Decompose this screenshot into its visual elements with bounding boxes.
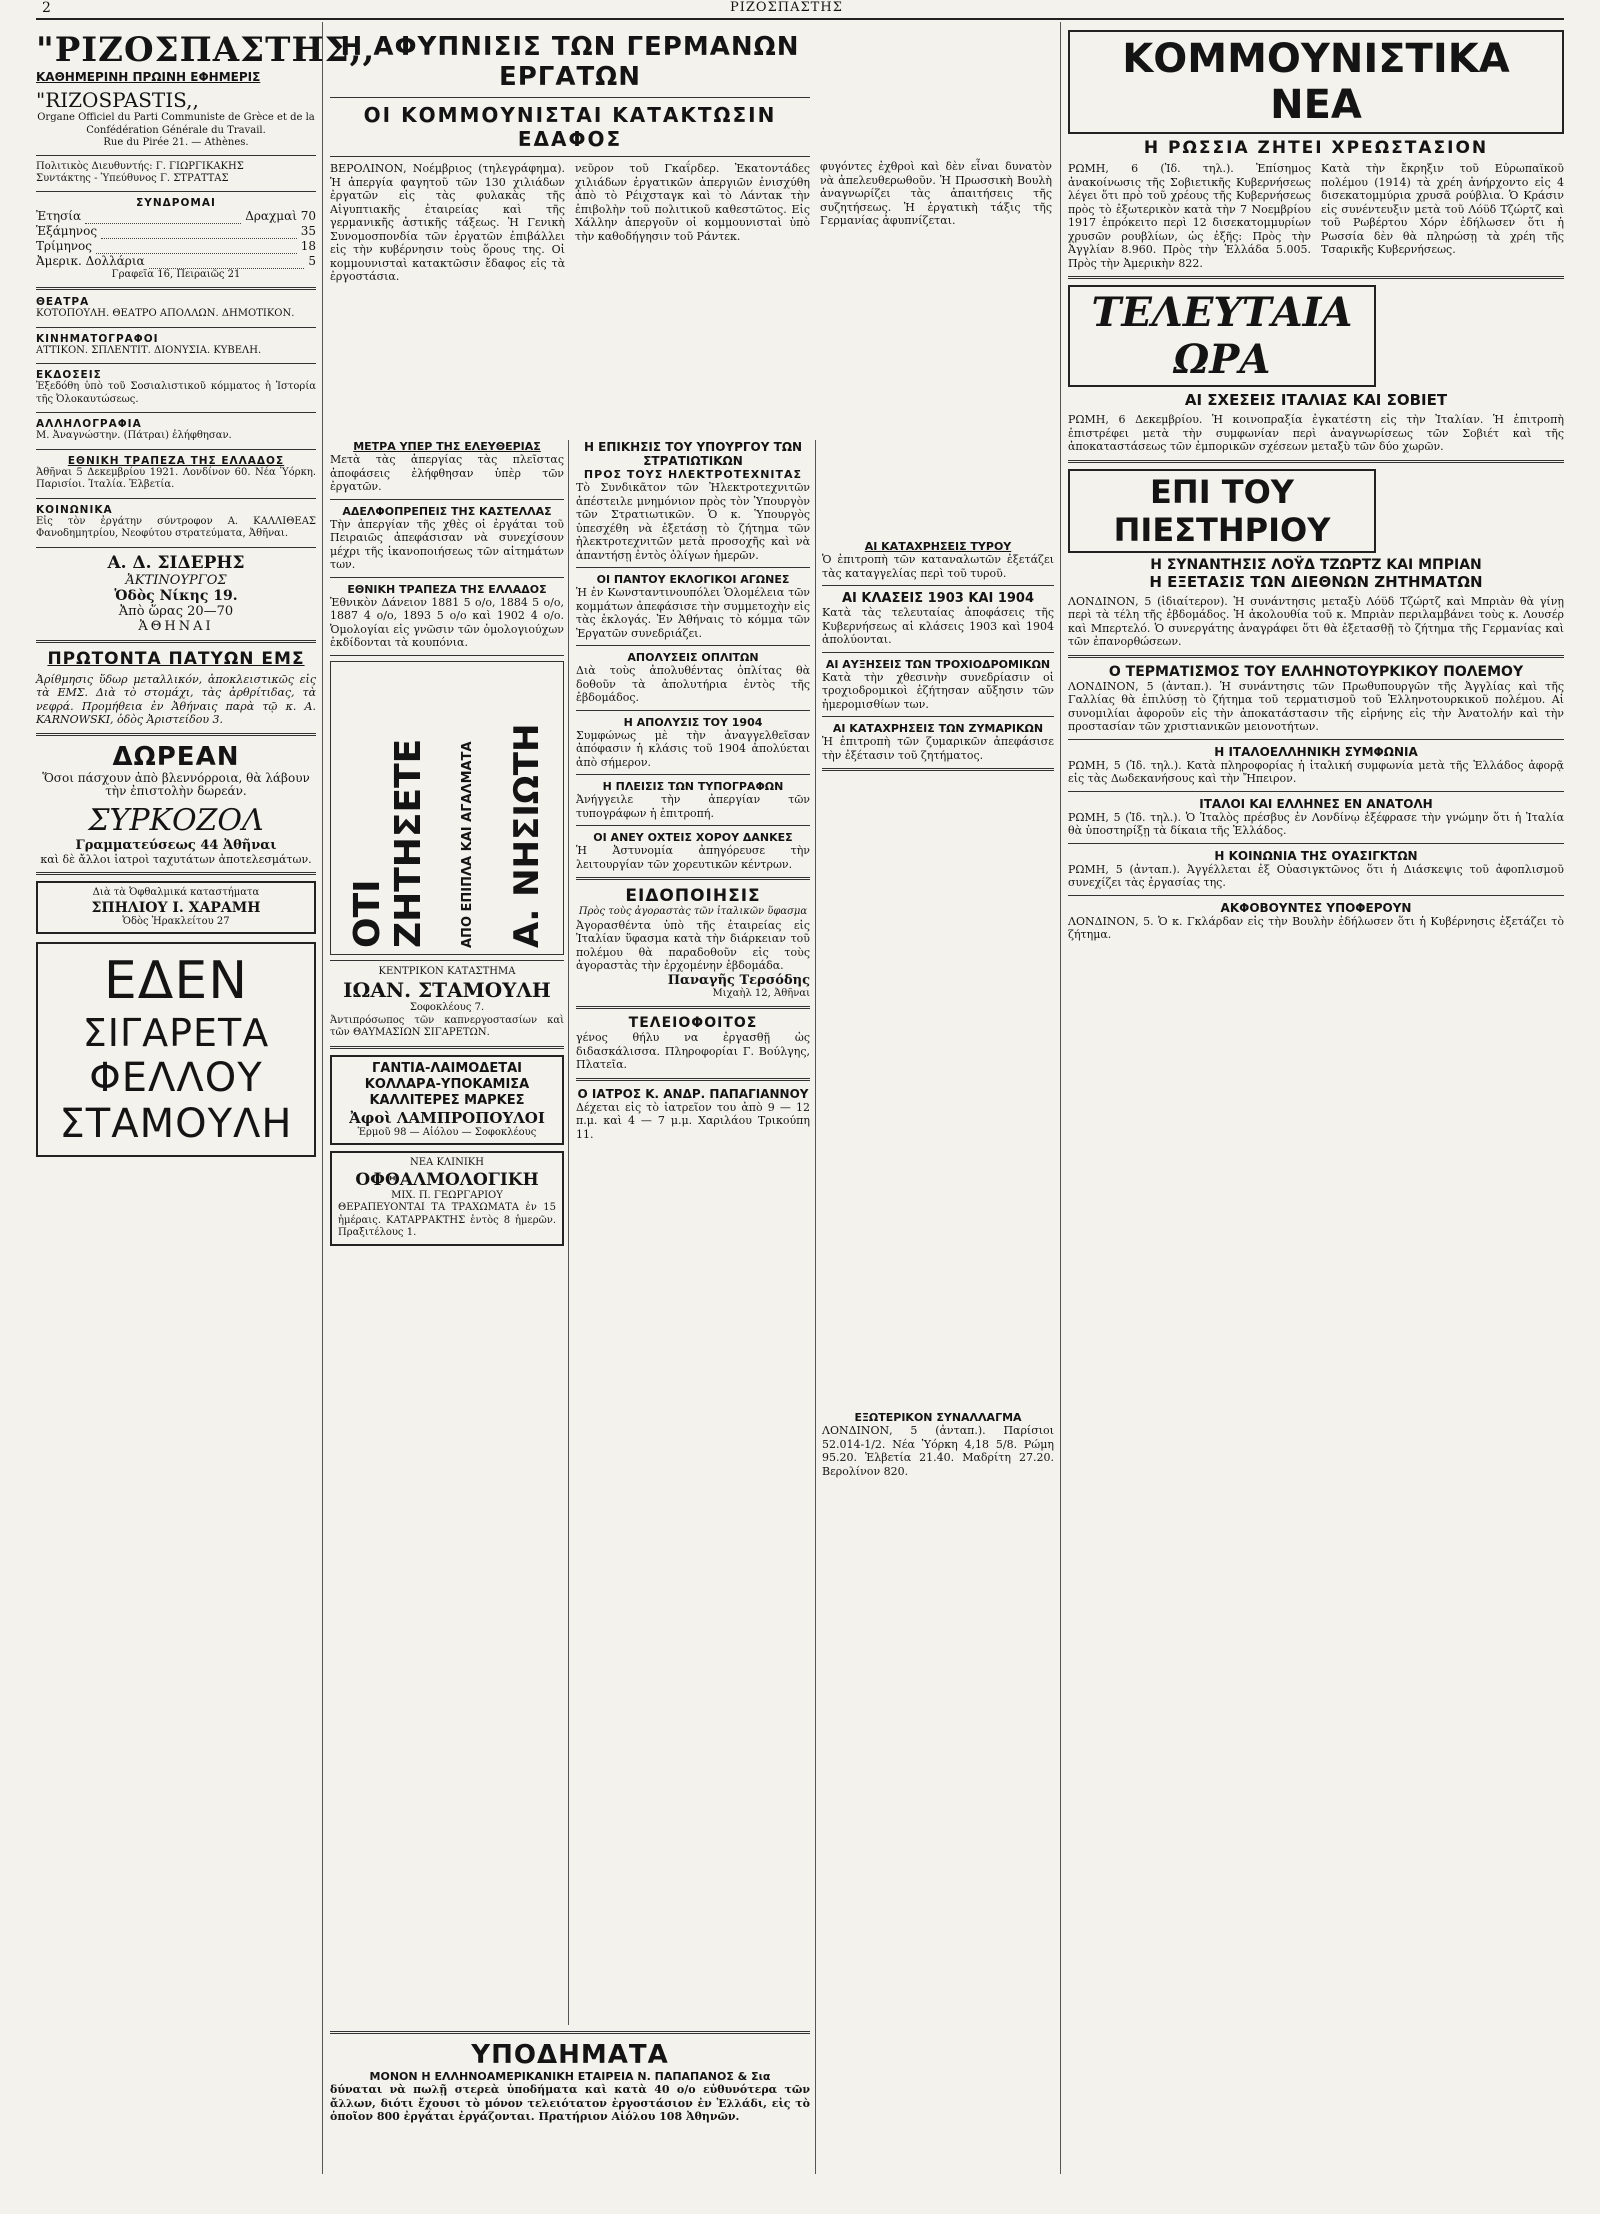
ems-text: Ἀρίθμησις ὕδωρ μεταλλικόν, ἀποκλειστικῶς εἰς τὰ ΕΜΣ. Διὰ τὸ στομάχι, τὰς ἀρθρίτιδας, τὰ νεφρά. Προμήθεια ἐν Ἀθήναις παρὰ τῷ κ. A. KARNOWSKI, ὁδὸς Ἀριστείδου 3. [36, 672, 316, 726]
eden-line: ΕΔΕΝ [103, 951, 249, 1011]
bank-headline: ΕΘΝΙΚΗ ΤΡΑΠΕΖΑ ΤΗΣ ΕΛΛΑΔΟΣ [347, 582, 547, 596]
spileos-line1: Διὰ τὰ Ὀφθαλμικά καταστήματα [92, 887, 260, 898]
subscription-label: Τρίμηνος [36, 238, 92, 253]
ems-ad [36, 649, 316, 727]
it-text: ΡΩΜΗ, 5 (Ἰδ. τηλ.). Κατὰ πληροφορίας ἡ ἰταλική συμφωνία μετὰ τῆς Ἑλλάδος ἀφορᾷ εἰς τὰς Δωδεκανήσους καὶ τὴν Ἤπειρον. [1068, 758, 1564, 785]
ayxhseis-text: Κατὰ τὴν χθεσινὴν συνεδρίασιν οἱ τροχιοδρομικοὶ ἐζήτησαν αὔξησιν τῶν ἡμερομισθίων των. [822, 670, 1054, 711]
theatres-text: ΚΟΤΟΠΟΥΛΗ. ΘΕΑΤΡΟ ΑΠΟΛΛΩΝ. ΔΗΜΟΤΙΚΟΝ. [36, 308, 295, 319]
dentist-role: ἈΚΤΙΝΟΥΡΓΟΣ [125, 572, 227, 588]
it2-headline: ΙΤΑΛΟΙ ΚΑΙ ΕΛΛΗΝΕΣ ΕΝ ΑΝΑΤΟΛΗ [1199, 796, 1433, 811]
oph-text: ΘΕΡΑΠΕΥΟΝΤΑΙ ΤΑ ΤΡΑΧΩΜΑΤΑ ἐν 15 ἡμέραις. ΚΑΤΑΡΡΑΚΤΗΣ ἐντὸς 8 ἡμερῶν. Πραξιτέλους 1. [338, 1202, 556, 1238]
syrkozol-headline: ΣΥΡΚΟΖΟΛ [88, 802, 264, 838]
subscription-row [36, 209, 316, 224]
zym-headline: ΑΙ ΚΑΤΑΧΡΗΣΕΙΣ ΤΩΝ ΖΥΜΑΡΙΚΩΝ [832, 722, 1044, 735]
kn-text-b: Κατὰ τὴν ἔκρηξιν τοῦ Εὐρωπαϊκοῦ πολέμου (1914) τὰ χρέη ἀνήρχοντο εἰς 4 δισεκατομμύρια χρυσᾶ ρούβλια. Ὁ Κράσιν εἰς συνέντευξιν μετὰ τοῦ Λόϋδ Τζώρτζ καὶ τοῦ Ρωβέρτου Χόρν ἐδήλωσεν ὅτι ἡ Ρωσσία δὲν θὰ πληρώσῃ τὰ χρέη τῆς Τσαρικῆς Κυβερνήσεως. [1321, 162, 1564, 256]
eid-headline: ΕΙΔΟΠΟΙΗΣΙΣ [625, 886, 761, 906]
synall-headline: ΕΞΩΤΕΡΙΚΟΝ ΣΥΝΑΛΛΑΓΜΑ [854, 1411, 1022, 1424]
correspondence-label: ΑΛΛΗΛΟΓΡΑΦΙΑ [36, 418, 142, 430]
running-head [0, 0, 1600, 16]
bank-label: ΕΘΝΙΚΗ ΤΡΑΠΕΖΑ ΤΗΣ ΕΛΛΑΔΟΣ [67, 454, 285, 467]
latin-title: "RIZOSPASTIS,, [36, 88, 199, 112]
top-rule [36, 18, 1564, 20]
spileos-name: ΣΠΗΛΙΟΥ Ι. ΧΑΡΑΜΗ [91, 899, 261, 916]
vertical-ad-a: ΟΤΙ ΖΗΤΗΣΕΤΕ [346, 738, 429, 948]
dentist-address: Ὁδὸς Νίκης 19. [114, 587, 238, 604]
kn-headline: ΚΟΜΜΟΥΝΙΣΤΙΚΑ ΝΕΑ [1122, 36, 1510, 128]
dot-leader [85, 209, 241, 224]
subscription-row [36, 224, 316, 239]
subscription-value: 35 [300, 223, 316, 238]
masthead: "ΡΙΖΟΣΠΑΣΤΗΣ,, [36, 30, 376, 70]
subscriptions-title: ΣΥΝΔΡΟΜΑΙ [136, 196, 216, 209]
synall-text: ΛΟΝΔΙΝΟΝ, 5 (ἀνταπ.). Παρίσιοι 52.014-1/2. Νέα Ὑόρκη 4,18 5/8. Ρώμη 95.20. Ἑλβετία 21.40. Μαδρίτη 27.20. Βερολίνον 820. [822, 1424, 1054, 1478]
last-hour-headline: ΤΕΛΕΥΤΑΙΑ ΩΡΑ [1091, 289, 1353, 383]
subscription-row [36, 254, 316, 269]
address: Rue du Pirée 21. — Athènes. [103, 137, 249, 148]
press-text: ΛΟΝΔΙΝΟΝ, 5 (ἰδιαίτερον). Ἡ συνάντησις μεταξὺ Λόϋδ Τζώρτζ καὶ Μπριὰν θὰ γίνῃ περὶ τὰ τέλη τῆς ἐβδομάδος. Ἡ ἀκολουθία τοῦ κ. Μπριὰν περιλαμβάνει τοὺς κ. Λουσέρ καὶ Μπερτελό. Ὁ συνεργάτης ἀναγράφει ὅτι θὰ ἐξετασθῇ τὸ ζήτημα τῆς Γερμανίας καὶ τῶν ἐπανορθώσεων. [1068, 594, 1564, 648]
last-hour-text: ΡΩΜΗ, 6 Δεκεμβρίου. Ἡ κοινοπραξία ἐγκατέστη εἰς τὴν Ἰταλίαν. Ἡ ἐπιτροπὴ ἐπιστρέφει μετὰ τὴν συμφωνίαν περὶ ἀναγνωρίσεως τῶν Σοβιέτ καὶ τῆς ἀποκαταστάσεως τῶν ἐμπορικῶν σχέσεων μεταξὺ τῶν δύο χωρῶν. [1068, 413, 1564, 453]
column-3b [822, 440, 1054, 2170]
typo-headline: Η ΠΛΕΙΣΙΣ ΤΩΝ ΤΥΠΟΓΡΑΦΩΝ [602, 780, 784, 793]
kat-headline: ΑΙ ΚΑΤΑΧΡΗΣΕΙΣ ΤΥΡΟΥ [864, 540, 1012, 553]
subscription-row [36, 239, 316, 254]
vertical-ad-b: ΑΠΟ ΕΠΙΠΛΑ ΚΑΙ ΑΓΑΛΜΑΤΑ [460, 740, 476, 948]
typo-text: Ἀνήγγειλε τὴν ἀπεργίαν τῶν τυπογράφων ἡ ἐπιτροπή. [576, 793, 810, 820]
cinemas-label: ΚΙΝΗΜΑΤΟΓΡΑΦΟΙ [36, 332, 159, 345]
ypourgos-headline: Η ΕΠΙΚΗΣΙΣ ΤΟΥ ΥΠΟΥΡΓΟΥ ΤΩΝ ΣΤΡΑΤΙΩΤΙΚΩΝ [583, 440, 803, 468]
press-box [1068, 469, 1376, 553]
kom-headline: Η ΚΟΙΝΩΝΙΑ ΤΗΣ ΟΥΑΣΙΓΚΤΩΝ [1214, 848, 1418, 863]
apolyseis-headline: ΑΠΟΛΥΣΕΙΣ ΟΠΛΙΤΩΝ [627, 651, 759, 664]
shoes-text: δύναται νὰ πωλῇ στερεὰ ὑποδήματα καὶ κατὰ 40 ο/ο εὐθυνότερα τῶν ἄλλων, διότι ἔχουσι τὸ μόνον τελειότατον ἐργοστάσιον ἐν Ἑλλάδι, εἰς τὸ ὁποῖον 800 ἐργάται ἐργάζονται. Πρατήριον Αἰόλου 108 Ἀθηνῶν. [330, 2083, 810, 2123]
kn-subheadline: Η ΡΩΣΣΙΑ ΖΗΤΕΙ ΧΡΕΩΣΤΑΣΙΟΝ [1143, 138, 1489, 158]
kat-text: Ὁ ἐπιτροπὴ τῶν καταναλωτῶν ἐξετάζει τὰς καταγγελίας περὶ τοῦ τυροῦ. [822, 553, 1054, 580]
subscription-label: Ἑξάμηνος [36, 223, 98, 238]
oph-name: ΟΦΘΑΛΜΟΛΟΓΙΚΗ [355, 1169, 539, 1190]
eid-sub: Πρὸς τοὺς ἀγοραστὰς τῶν ἰταλικῶν ὕφασμα [578, 906, 808, 917]
ek-headline: ΟΙ ΠΑΝΤΟΥ ΕΚΛΟΓΙΚΟΙ ΑΓΩΝΕΣ [596, 573, 790, 586]
it-headline: Η ΙΤΑΛΟΕΛΛΗΝΙΚΗ ΣΥΜΦΩΝΙΑ [1214, 744, 1418, 759]
publications-text: Ἐξεδόθη ὑπὸ τοῦ Σοσιαλιστικοῦ κόμματος ἡ Ἱστορία τῆς Ὀλοκαυτώσεως. [36, 381, 316, 405]
stamouli-ad [330, 966, 564, 1040]
dentist-hours: Ἀπὸ ὥρας 20—70 [118, 603, 234, 619]
gantia-ad [330, 1055, 564, 1146]
page-number: 2 [42, 0, 51, 16]
eid-signature: Παναγῆς Τερσόδης [667, 972, 810, 988]
eid-address: Μιχαὴλ 12, Ἀθῆναι [712, 987, 810, 999]
subscriptions-footer: Γραφεῖα 16, Πειραιῶς 21 [111, 268, 241, 280]
apol1904-headline: Η ΑΠΟΛΥΣΙΣ ΤΟΥ 1904 [623, 715, 763, 729]
tour-text: ΛΟΝΔΙΝΟΝ, 5 (ἀνταπ.). Ἡ συνάντησις τῶν Πρωθυπουργῶν τῆς Ἀγγλίας καὶ τῆς Γαλλίας θὰ ἐπιλύσῃ τὸ ζήτημα τοῦ τερματισμοῦ τοῦ Ἑλληνοτουρκικοῦ πολέμου. Αἱ συνομιλίαι ἀφοροῦν εἰς τὴν ἀποκατάστασιν τῆς εἰρήνης εἰς τὴν Ἀνατολήν καὶ τὴν προστασίαν τῶν χριστιανικῶν μειονοτήτων. [1068, 679, 1564, 733]
social-text: Εἰς τὸν ἐργάτην σύντροφον Α. ΚΑΛΛΙΘΕΑΣ Φανοδημητρίου, Νεοφύτου στρατεύματα, Ἀθῆναι. [36, 515, 316, 539]
running-head-title: ΡΙΖΟΣΠΑΣΤΗΣ [730, 0, 843, 15]
stamouli-text: Ἀντιπρόσωπος τῶν καπνεργοστασίων καὶ τῶν ΘΑΥΜΑΣΙΩΝ ΣΙΓΑΡΕΤΩΝ. [330, 1014, 564, 1038]
zym-text: Ἡ ἐπιτροπὴ τῶν ζυμαρικῶν ἀπεφάσισε τὴν ἐξέτασιν τοῦ ζητήματος. [822, 735, 1054, 762]
bank-text: Ἀθῆναι 5 Δεκεμβρίου 1921. Λονδίνον 60. Νέα Ὑόρκη. Παρισίοι. Ἰταλία. Ἑλβετία. [36, 466, 316, 490]
kastellas-text: Τὴν ἀπεργίαν τῆς χθὲς οἱ ἐργάται τοῦ Πειραιῶς ἀπεφάσισαν νὰ συνεχίσουν μέχρι τῆς ἱκανοποιήσεως τῶν αἰτημάτων των. [330, 517, 564, 571]
oph-doctor: ΜΙΧ. Π. ΓΕΩΡΓΑΡΙΟΥ [391, 1189, 503, 1201]
fine-headline: ΤΕΛΕΙΟΦΟΙΤΟΣ [628, 1015, 758, 1031]
ayxhseis-headline: ΑΙ ΑΥΞΗΣΕΙΣ ΤΩΝ ΤΡΟΧΙΟΔΡΟΜΙΚΩΝ [825, 657, 1051, 671]
theatres-label: ΘΕΑΤΡΑ [36, 296, 90, 308]
german-text-b: νεῦρον τοῦ Γκαΐρδερ. Ἐκατοντάδες χιλιάδων ἐργατικῶν ἀπεργιῶν ἐνισχύθη ἀπὸ τὸ Ρέιχσταγκ καὶ τὸ Λάντακ τὴν ἐπιβολὴν τοῦ πολιτικοῦ καθεστῶτος. Εἰς Χάλλην ἀπεργοῦν οἱ κομμουνισταὶ ὑπὸ τὴν καθοδήγησιν τοῦ Ράντεκ. [575, 162, 810, 243]
press-sub2: Η ΕΞΕΤΑΣΙΣ ΤΩΝ ΔΙΕΘΝΩΝ ΖΗΤΗΜΑΤΩΝ [1149, 572, 1483, 591]
column-divider [568, 440, 569, 2174]
publications-label: ΕΚΔΟΣΕΙΣ [36, 369, 102, 381]
ek-text: Ἡ ἐν Κωνσταντινουπόλει Ὁλομέλεια τῶν κομμάτων ἀπεφάσισε τὴν συμμετοχὴν εἰς τὰς ἐκλογάς. Ἐν Ἀθήναις τὸ κόμμα τῶν Ἐργατῶν συνεδριάζει. [576, 586, 810, 640]
dentist-ad [36, 553, 316, 634]
gantia-box-text: ΓΑΝΤΙΑ-ΛΑΙΜΟΔΕΤΑΙ ΚΟΛΛΑΡΑ-ΥΠΟΚΑΜΙΣΑ ΚΑΛΛΙΤΕΡΕΣ ΜΑΡΚΕΣ [364, 1060, 530, 1108]
doron-text: Ὅσοι πάσχουν ἀπὸ βλεννόρροια, θὰ λάβουν τὴν ἐπιστολὴν δωρεάν. [42, 770, 310, 798]
german-continuation [820, 160, 1052, 440]
gantia-address: Ἑρμοῦ 98 — Αἰόλου — Σοφοκλέους [357, 1126, 537, 1138]
vertical-ad-c: Α. ΝΗΣΙΩΤΗ [507, 723, 548, 948]
column-3 [576, 440, 810, 2020]
ypourgos-subheadline: ΠΡΟΣ ΤΟΥΣ ΗΛΕΚΤΡΟΤΕΧΝΙΤΑΣ [583, 468, 803, 481]
iatros-headline: Ο ΙΑΤΡΟΣ Κ. ΑΝΔΡ. ΠΑΠΑΓΙΑΝΝΟΥ [577, 1086, 809, 1101]
german-text-c: φυγόντες ἐχθροὶ καὶ δὲν εἶναι δυνατὸν νὰ ἀπελευθερωθοῦν. Ἡ Πρωσσικὴ Βουλὴ ἀναγνωρίζει τὰς ἀπαιτήσεις τῆς συζητήσεως. Ἡ ἐργατικὴ τάξις τῆς Γερμανίας ἀφυπνίζεται. [820, 160, 1052, 227]
subscription-value: 18 [300, 238, 316, 253]
column-2 [330, 440, 564, 2175]
gantia-shop: Ἀφοὶ ΛΑΜΠΡΟΠΟΥΛΟΙ [349, 1108, 545, 1127]
bank-notice: Ἐθνικὸν Δάνειον 1881 5 ο/ο, 1884 5 ο/ο, 1887 4 ο/ο, 1893 5 ο/ο καὶ 1902 4 ο/ο. Ὁμολογίαι εἰς γνῶσιν τῶν ὁμολογιούχων ἐκδίδονται τὰ κουπόνια. [330, 595, 564, 649]
oph-label: ΝΕΑ ΚΛΙΝΙΚΗ [410, 1157, 484, 1168]
subscription-label: Ἀμερικ. Δολλάρια [36, 253, 145, 268]
german-headline: Η ΑΦΥΠΝΙΣΙΣ ΤΩΝ ΓΕΡΜΑΝΩΝ ΕΡΓΑΤΩΝ [340, 32, 800, 92]
dentist-name: Α. Δ. ΣΙΔΕΡΗΣ [107, 552, 245, 573]
akof-headline: ΑΚΦΟΒΟΥΝΤΕΣ ΥΠΟΦΕΡΟΥΝ [1220, 900, 1412, 915]
syrkozol-text: καὶ δὲ ἄλλοι ἰατροὶ ταχυτάτων ἀποτελεσμάτων. [40, 852, 312, 866]
german-text-a: ΒΕΡΟΛΙΝΟΝ, Νοέμβριος (τηλεγράφημα). Ἡ ἀπεργία φαγητοῦ τῶν 130 χιλιάδων ἐργατῶν εἰς τὰς φυλακὰς τῆς Αἰγυπτιακῆς ἐταιρείας καὶ τῆς γερμανικῆς ἀστικῆς τάξεως. Ἡ Γενικὴ Συνομοσπονδία τῶν ἐργατῶν ἐπιβάλλει εἰς τὴν κυβέρνησιν τοὺς ὅρους της. Οἱ κομμουνισταὶ κατακτῶσιν ἔδαφος εἰς τὰ ἐργοστάσια. [330, 162, 565, 283]
metra-headline: ΜΕΤΡΑ ΥΠΕΡ ΤΗΣ ΕΛΕΥΘΕΡΙΑΣ [353, 440, 541, 453]
column-4 [1068, 22, 1564, 2172]
shoes-subheadline: ΜΟΝΟΝ Η ΕΛΛΗΝΟΑΜΕΡΙΚΑΝΙΚΗ ΕΤΑΙΡΕΙΑ Ν. ΠΑΠΑΠΑΝΟΣ & Σια [369, 2070, 771, 2083]
column-divider [1060, 22, 1061, 2174]
syrkozol-address: Γραμματεύσεως 44 Ἀθῆναι [75, 837, 277, 853]
metra-text: Μετὰ τὰς ἀπεργίας τὰς πλεῖστας ἀποφάσεις ἐλήφθησαν ὑπὲρ τῶν ἐργατῶν. [330, 453, 564, 493]
ophthalmology-ad [330, 1151, 564, 1246]
dot-leader [96, 239, 297, 254]
stamouli-label: ΚΕΝΤΡΙΚΟΝ ΚΑΤΑΣΤΗΜΑ [378, 965, 516, 977]
tour-headline: Ο ΤΕΡΜΑΤΙΣΜΟΣ ΤΟΥ ΕΛΛΗΝΟΤΟΥΡΚΙΚΟΥ ΠΟΛΕΜΟΥ [1108, 663, 1524, 680]
last-hour-subheadline: ΑΙ ΣΧΕΣΕΙΣ ΙΤΑΛΙΑΣ ΚΑΙ ΣΟΒΙΕΤ [1184, 391, 1448, 409]
shoes-ad [330, 2025, 810, 2175]
organ-text: Organe Officiel du Parti Communiste de Grèce et de la Confédération Générale du Travail. [37, 112, 315, 136]
stamouli-name: ΙΩΑΝ. ΣΤΑΜΟΥΛΗ [343, 978, 551, 1002]
editor: Συντάκτης - Ὑπεύθυνος Γ. ΣΤΡΑΤΤΑΣ [36, 173, 229, 184]
press-headline: ΕΠΙ ΤΟΥ ΠΙΕΣΤΗΡΙΟΥ [1113, 472, 1331, 549]
choro-headline: ΟΙ ΑΝΕΥ ΟΧΤΕΙΣ ΧΟΡΟΥ ΔΑΝΚΕΣ [593, 831, 793, 844]
doron-ad [36, 742, 316, 867]
ems-headline: ΠΡΩΤΟΝΤΑ ΠΑΤΥΩΝ ΕΜΣ [47, 648, 305, 669]
press-sub1: Η ΣΥΝΑΝΤΗΣΙΣ ΛΟΫΔ ΤΖΩΡΤΖ ΚΑΙ ΜΠΡΙΑΝ [1150, 556, 1482, 573]
vertical-ad [330, 661, 564, 955]
subscription-value: 5 [308, 253, 316, 268]
eden-ad [36, 942, 316, 1157]
director: Πολιτικὸς Διευθυντής: Γ. ΓΙΩΡΓΙΚΑΚΗΣ [36, 160, 244, 172]
spileos-ad [36, 881, 316, 934]
german-workers-article [330, 22, 810, 462]
eden-line: ΣΤΑΜΟΥΛΗ [59, 1101, 293, 1148]
eden-line: ΦΕΛΛΟΥ [89, 1055, 263, 1102]
shoes-headline: ΥΠΟΔΗΜΑΤΑ [471, 2040, 669, 2070]
apol1904-text: Συμφώνως μὲ τὴν ἀναγγελθεῖσαν ἀπόφασιν ἡ κλάσις τοῦ 1904 ἀπολύεται ἀπὸ σήμερον. [576, 728, 810, 769]
communist-news-box [1068, 30, 1564, 134]
masthead-subtitle: ΚΑΘΗΜΕΡΙΝΗ ΠΡΩΙΝΗ ΕΦΗΜΕΡΙΣ [36, 70, 261, 84]
stamouli-address: Σοφοκλέους 7. [409, 1002, 485, 1013]
kom-text: ΡΩΜΗ, 5 (ἀνταπ.). Ἀγγέλλεται ἐξ Οὐασιγκτῶνος ὅτι ἡ Διάσκεψις τοῦ ἀφοπλισμοῦ συνεχίζει τὰς ἐργασίας της. [1068, 862, 1564, 889]
social-label: ΚΟΙΝΩΝΙΚΑ [36, 503, 113, 516]
iatros-text: Δέχεται εἰς τὸ ἰατρεῖον του ἀπὸ 9 — 12 π.μ. καὶ 4 — 7 μ.μ. Χαριλάου Τρικούπη 11. [576, 1100, 810, 1141]
ypourgos-text: Τὸ Συνδικᾶτον τῶν Ἠλεκτροτεχνιτῶν ἀπέστειλε μνημόνιον πρὸς τὸν Ὑπουργὸν τῶν Στρατιωτικῶν. Ὁ κ. Ὑπουργὸς ὑπεσχέθη νὰ ἐξετάσῃ τὸ ζήτημα τῶν ἡλεκτροτεχνιτῶν μετὰ προσοχῆς καὶ νὰ ἀπαντήσῃ ἐντὸς ὀλίγων ἡμερῶν. [576, 481, 810, 562]
subscription-value: Δραχμαὶ 70 [245, 208, 316, 223]
column-1 [36, 22, 376, 2172]
dot-leader [101, 224, 297, 239]
akof-text: ΛΟΝΔΙΝΟΝ, 5. Ὁ κ. Γκλάρδαν εἰς τὴν Βουλὴν ἐδήλωσεν ὅτι ἡ Κυβέρνησις ἐξετάζει τὸ ζήτημα. [1068, 914, 1564, 941]
klaseis-headline: ΑΙ ΚΛΑΣΕΙΣ 1903 ΚΑΙ 1904 [841, 591, 1034, 606]
apolyseis-text: Διὰ τοὺς ἀπολυθέντας ὁπλίτας θὰ δοθοῦν τὰ ἀπολυτήρια ἐντὸς τῆς ἑβδομάδος. [576, 664, 810, 704]
german-subheadline: ΟΙ ΚΟΜΜΟΥΝΙΣΤΑΙ ΚΑΤΑΚΤΩΣΙΝ ΕΔΑΦΟΣ [363, 103, 777, 151]
fine-text: γένος θήλυ να ἐργασθῇ ὡς διδασκάλισσα. Πληροφορίαι Γ. Βούλγης, Πλατεῖα. [576, 1031, 810, 1071]
spileos-line2: Ὁδὸς Ἡρακλείτου 27 [122, 915, 230, 927]
eden-lines [42, 952, 310, 1147]
kn-text-a: ΡΩΜΗ, 6 (Ἰδ. τηλ.). Ἐπίσημος ἀνακοίνωσις τῆς Σοβιετικῆς Κυβερνήσεως λέγει ὅτι πρὸ τοῦ χρέους τῆς Κυβερνήσεως πρὸς τὸ ἐξωτερικὸν κατὰ τὴν 7 Νοεμβρίου 1917 ἐπρόκειτο περὶ 12 δισεκατομμυρίων χρυσῶν ρουβλίων, ὡς ἐξῆς: Πρὸς τὴν Ἀγγλίαν 8.960. Πρὸς τὴν Ἑλλάδα 5.005. Πρὸς τὴν Ἀμερικὴν 822. [1068, 162, 1311, 270]
dot-leader [149, 254, 305, 269]
column-divider [322, 22, 323, 2174]
eden-line: ΣΙΓΑΡΕΤΑ [82, 1010, 270, 1055]
dentist-city: ἈΘΗΝΑΙ [138, 618, 214, 634]
kastellas-headline: ΑΔΕΛΦΟΠΡΕΠΕΙΣ ΤΗΣ ΚΑΣΤΕΛΛΑΣ [342, 504, 552, 518]
it2-text: ΡΩΜΗ, 5 (Ἰδ. τηλ.). Ὁ Ἰταλὸς πρέσβυς ἐν Λονδίνῳ ἐξέφρασε τὴν γνώμην ὅτι ἡ Ἰταλία θὰ ὑποστηρίξῃ τὰ δίκαια τῆς Ἑλλάδος. [1068, 810, 1564, 837]
eid-text: Ἀγορασθέντα ὑπὸ τῆς ἐταιρείας εἰς Ἰταλίαν ὕφασμα κατὰ τὴν διάρκειαν τοῦ πολέμου θὰ παραδοθοῦν εἰς τοὺς ἀγοραστὰς τὴν ἐρχομένην ἑβδομάδα. [576, 918, 810, 972]
doron-headline: ΔΩΡΕΑΝ [112, 741, 240, 772]
last-hour-box [1068, 285, 1376, 387]
cinemas-text: ΑΤΤΙΚΟΝ. ΣΠΛΕΝΤΙΤ. ΔΙΟΝΥΣΙΑ. ΚΥΒΕΛΗ. [36, 344, 262, 356]
subscriptions-table [36, 209, 316, 269]
column-divider [815, 440, 816, 2174]
subscription-label: Ἐτησία [36, 208, 82, 223]
correspondence-text: Μ. Ἀναγνώστην. (Πάτραι) ἐλήφθησαν. [36, 430, 232, 441]
klaseis-text: Κατὰ τὰς τελευταίας ἀποφάσεις τῆς Κυβερνήσεως αἱ κλάσεις 1903 καὶ 1904 ἀπολύονται. [822, 606, 1054, 646]
choro-text: Ἡ Ἀστυνομία ἀπηγόρευσε τὴν λειτουργίαν τῶν χορευτικῶν κέντρων. [576, 844, 810, 871]
